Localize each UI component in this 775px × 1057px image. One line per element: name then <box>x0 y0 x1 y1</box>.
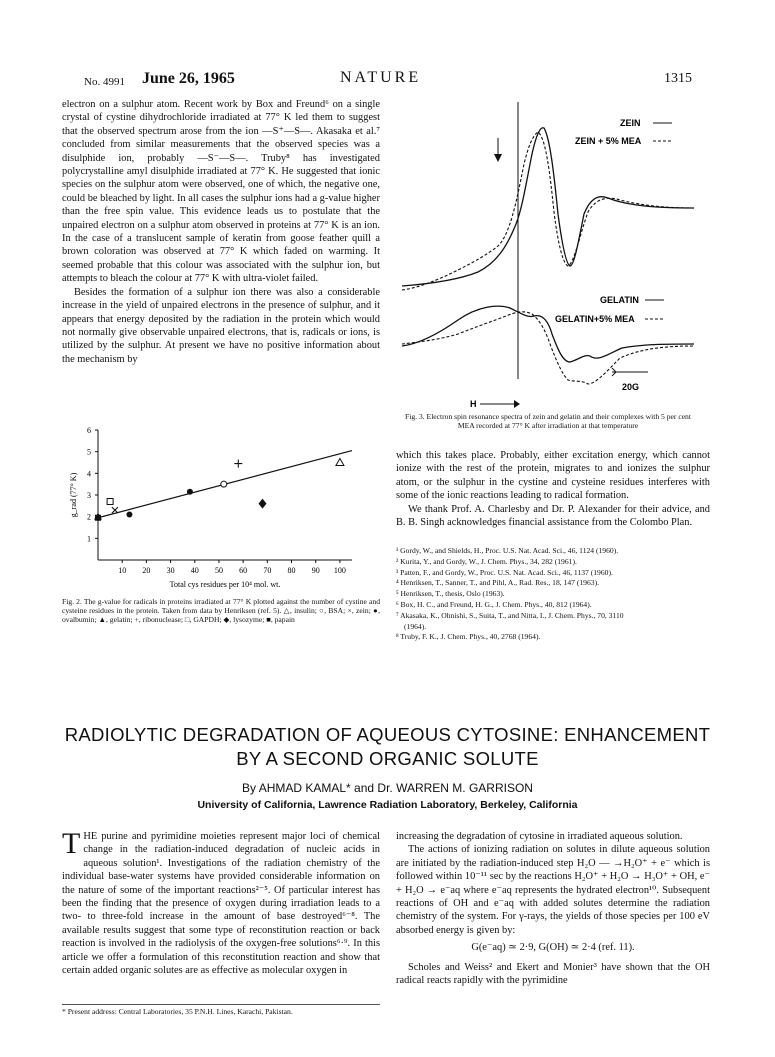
data-point-insulin <box>336 459 344 466</box>
x-tick-label: 20 <box>142 566 151 575</box>
top-left-column <box>62 98 380 366</box>
arrow-head-icon <box>494 154 502 162</box>
x-axis-label: Total cys residues per 10⁴ mol. wt. <box>169 580 281 589</box>
x-tick-label: 90 <box>311 566 320 575</box>
article-intro-text: HE purine and pyrimidine moieties represent major loci of chemical change in the radiation-induced degradation of nucleic acids in aqueous solution¹. Investigations of the radiation chemistry of the individual base-water systems have provided considerable information on the nature of some of the important reactions²⁻⁵. Of particular interest has been the finding that the presence of oxygen during irradiation leads to a two- to three-fold increase in the amount of base destroyed⁶⁻⁸. The available results suggest that some type of reconstitution reaction or back reaction is involved in the radiolysis of the oxygen-free solutions⁶·⁹. In this article we offer a formulation of this reconstitution reaction and show that certain added organic solutes are as effective as molecular oxygen in <box>62 831 380 977</box>
zein-mea-spectrum <box>402 132 694 290</box>
x-tick-label: 10 <box>118 566 127 575</box>
reference-item: ⁵ Henriksen, T., thesis, Oslo (1963). <box>396 589 505 599</box>
zein-mea-label: ZEIN + 5% MEA <box>575 136 642 146</box>
paragraph: We thank Prof. A. Charlesby and Dr. P. Alexander for their advice, and B. B. Singh acknowledges financial assistance from the Colombo Plan. <box>396 503 710 529</box>
paragraph: increasing the degradation of cytosine in irradiated aqueous solution. <box>396 831 683 842</box>
reference-item: ⁷ Akasaka, K., Ohnishi, S., Suita, T., and Nitta, I., J. Chem. Phys., 70, 3110 <box>396 610 624 620</box>
fig3-caption: Fig. 3. Electron spin resonance spectra of zein and gelatin and their complexes with 5 per cent MEA recorded at 77° K after irradiation at that temperature <box>405 412 691 431</box>
data-point-ovalbumin <box>126 512 132 518</box>
journal-name: NATURE <box>340 69 422 86</box>
paragraph: Scholes and Weiss² and Ekert and Monier³ have shown that the OH radical reacts rapidly with the pyrimidine <box>396 961 710 987</box>
drop-cap: T <box>62 827 81 860</box>
x-tick-label: 30 <box>166 566 175 575</box>
scale-label: 20G <box>622 382 640 392</box>
data-point-lysozyme <box>258 499 266 509</box>
reference-item: ¹ Gordy, W., and Shields, H., Proc. U.S. Nat. Acad. Sci., 46, 1124 (1960). <box>396 546 619 555</box>
paragraph: electron on a sulphur atom. Recent work by Box and Freund⁶ on a single crystal of cystine dihydrochloride irradiated at 77° K led them to suggest that the observed spectrum arose from the ion —S⁺—S—. Akasaka et al.⁷ concluded from similar measurements that the observed species was a disulphide ion, probably —S⁻—S—. Truby⁸ has investigated polycrystalline amyl disulphide irradiated at 77° K. He suggested that ionic species on the sulphur atom were observed, one of which, the negative one, could be bleached by light. In all cases the sulphur ions had a g-value higher than the free spin value. This evidence leads us to postulate that the unpaired electron on a sulphur atom observed in proteins at 77° K is an ion. In the case of a translucent sample of keratin from goose feather quill a brown coloration was observed at 77° K which faded on warming. It seemed probable that this colour was associated with the sulphur ion, but attempts to bleach the colour at 77° K with ultra-violet failed. <box>62 99 380 285</box>
x-tick-label: 70 <box>263 566 272 575</box>
data-point-zein <box>112 507 118 513</box>
article-footnote: * Present address: Central Laboratories, 35 P.N.H. Lines, Karachi, Pakistan. <box>62 1007 293 1016</box>
data-point-ovalbumin <box>187 489 193 495</box>
issue-number: No. 4991 <box>84 76 125 88</box>
y-tick-label: 6 <box>87 426 91 435</box>
yield-equation: G(e⁻aq) ≃ 2·9, G(OH) ≃ 2·4 (ref. 11). <box>471 942 635 954</box>
paragraph: which this takes place. Probably, either excitation energy, which cannot ionize with the rest of the protein, migrates to and ionizes the sulphur atom, or the sulphur in the cystine and cysteine residues interferes with some of the ionic reactions leading to radical formation. <box>396 450 710 502</box>
article-right-column <box>396 830 710 987</box>
fig2-chart <box>62 422 380 594</box>
fig2-caption: Fig. 2. The g-value for radicals in proteins irradiated at 77° K plotted against the number of cystine and cysteine residues in the protein. Taken from data by Henriksen (ref. 5). △, insulin; ○, BSA; ×, zein; ●, ovalbumin; ▲, gelatin; +, ribonuclease; □, GAPDH; ◆, lysozyme; ■, papain <box>62 597 380 625</box>
article-title-line2: BY A SECOND ORGANIC SOLUTE <box>236 748 539 769</box>
gelatin-label: GELATIN <box>600 295 639 305</box>
reference-item: ² Kurita, Y., and Gordy, W., J. Chem. Phys., 34, 282 (1961). <box>396 556 577 566</box>
references-list <box>396 546 710 643</box>
x-tick-label: 100 <box>333 566 346 575</box>
data-point-BSA <box>221 481 227 487</box>
y-axis-label: g_rad (77° K) <box>69 472 78 518</box>
reference-item: ⁶ Box, H. C., and Freund, H. G., J. Chem. Phys., 40, 812 (1964). <box>396 599 592 609</box>
field-arrow-head-icon <box>514 400 520 408</box>
reference-item: ⁸ Truby, F. K., J. Chem. Phys., 40, 2768 (1964). <box>396 632 541 642</box>
issue-date: June 26, 1965 <box>142 70 235 87</box>
paragraph: The actions of ionizing radiation on solutes in dilute aqueous solution are initiated by the radiation-induced step H₂O — →H₂O⁺ + e⁻ which is followed within 10⁻¹¹ sec by the reactions H₂O⁺ + H₂O → H₃O⁺ + OH, e⁻ + H₂O → e⁻aq where e⁻aq represents the hydrated electron¹⁰. Subsequent reactions of OH and e⁻aq with added solutes determine the radiation chemistry of the system. For γ-rays, the yields of those species per 100 eV absorbed energy is given by: <box>396 844 710 936</box>
x-tick-label: 50 <box>214 566 223 575</box>
y-tick-label: 5 <box>87 447 91 457</box>
x-tick-label: 40 <box>190 566 199 575</box>
x-tick-label: 80 <box>287 566 296 575</box>
gelatin-mea-label: GELATIN+5% MEA <box>555 314 635 324</box>
field-label: H <box>470 399 477 409</box>
fig3-esr-spectra <box>398 94 698 410</box>
data-point-GAPDH <box>107 499 113 505</box>
paragraph: Besides the formation of a sulphur ion there was also a considerable increase in the yield of unpaired electrons in the presence of sulphur, and it appears that energy deposited by the radiation in the protein which would not normally give observable unpaired electrons, that is, radicals or ions, is utilized by the sulphur. At present we have no positive information about the mechanism by <box>62 286 380 365</box>
reference-item: (1964). <box>404 621 427 631</box>
y-tick-label: 4 <box>87 469 91 479</box>
article-title-line1: RADIOLYTIC DEGRADATION OF AQUEOUS CYTOSINE: ENHANCEMENT <box>64 724 711 745</box>
article-left-column <box>62 827 380 977</box>
zein-spectrum <box>402 128 694 286</box>
zein-label: ZEIN <box>620 118 641 128</box>
page-number: 1315 <box>664 71 692 86</box>
y-tick-label: 2 <box>87 512 91 522</box>
article-affiliation: University of California, Lawrence Radiation Laboratory, Berkeley, California <box>197 799 578 811</box>
top-right-column <box>396 449 710 529</box>
y-tick-label: 1 <box>87 534 91 544</box>
data-point-papain <box>95 515 101 521</box>
reference-item: ³ Patten, F., and Gordy, W., Proc. U.S. Nat. Acad. Sci., 46, 1137 (1960). <box>396 567 613 577</box>
article-authors: By AHMAD KAMAL* and Dr. WARREN M. GARRISON <box>242 781 533 795</box>
gelatin-spectrum <box>402 306 694 362</box>
data-point-ribonuclease <box>234 460 242 468</box>
reference-item: ⁴ Henriksen, T., Sanner, T., and Pihl, A., Rad. Res., 18, 147 (1963). <box>396 578 599 588</box>
footnote-rule <box>62 1004 380 1005</box>
y-tick-label: 3 <box>87 491 91 500</box>
x-tick-label: 60 <box>239 566 248 575</box>
